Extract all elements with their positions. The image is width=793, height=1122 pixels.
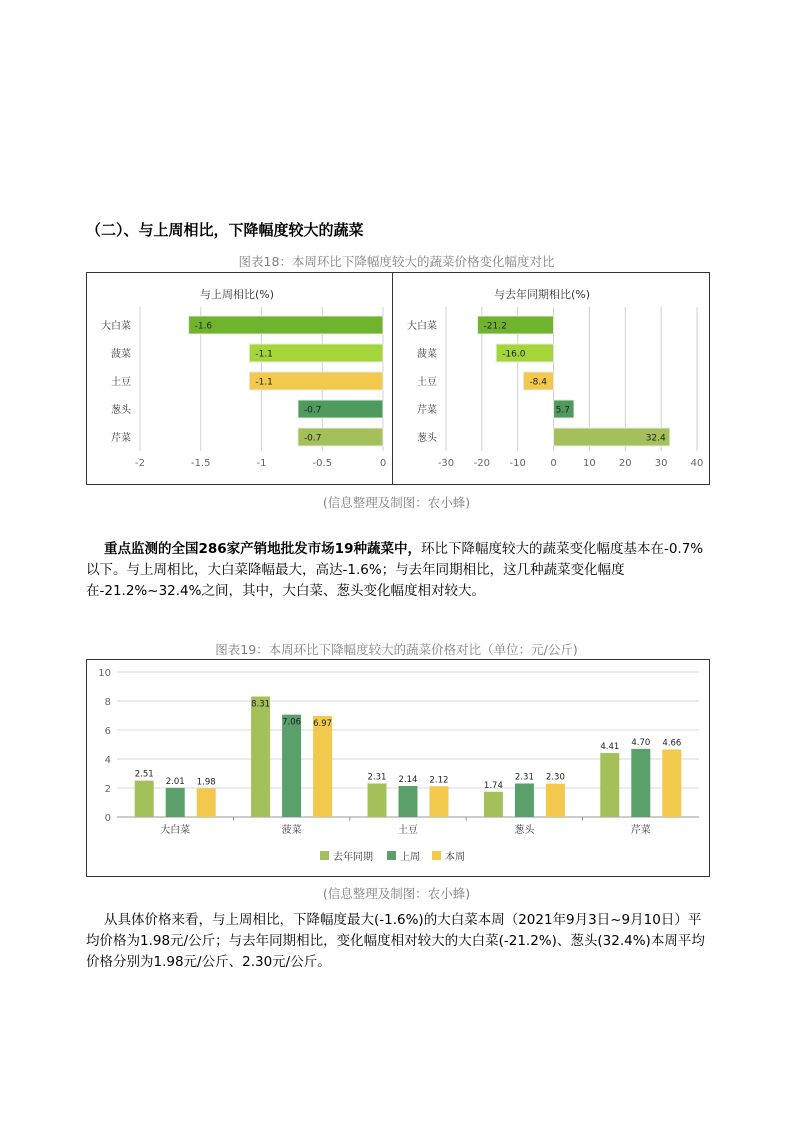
chart-price-compare — [87, 660, 709, 876]
paragraph-1-text: 环比下降幅度较大的蔬菜变化幅度基本在-0.7%以下。与上周相比，大白菜降幅最大，高达-1.6%；与去年同期相比，这几种蔬菜变化幅度在-21.2%~32.4%之间，其中，大白菜、葱头变化幅度相对较大。 — [86, 541, 704, 599]
category-label: 葱头 — [111, 405, 131, 416]
x-tick-label: -20 — [473, 458, 491, 469]
category-label: 芹菜 — [111, 433, 131, 444]
bar — [631, 749, 650, 817]
bar — [662, 749, 681, 817]
x-tick-label: 0 — [550, 458, 557, 469]
data-label: 2.30 — [545, 772, 565, 783]
bar — [484, 792, 503, 817]
data-label: 4.41 — [600, 742, 620, 753]
x-tick-label: 40 — [690, 458, 704, 469]
category-label: 大白菜 — [101, 321, 131, 332]
x-tick-label: -30 — [437, 458, 455, 469]
x-tick-label: -1.5 — [190, 458, 211, 469]
legend-swatch — [432, 851, 441, 860]
bar — [189, 316, 383, 334]
data-label: 4.70 — [631, 737, 651, 748]
category-label: 大白菜 — [160, 825, 191, 836]
data-label: 1.74 — [483, 780, 503, 791]
data-label: 5.7 — [555, 405, 571, 416]
paragraph-1-bold: 重点监测的全国286家产销地批发市场19种蔬菜中， — [104, 541, 421, 557]
data-label: -21.2 — [483, 321, 507, 332]
data-label: -1.1 — [255, 377, 273, 388]
bar — [515, 784, 534, 817]
x-tick-label: 10 — [583, 458, 596, 469]
legend-label: 去年同期 — [333, 852, 373, 863]
data-label: -16.0 — [502, 349, 526, 360]
category-label: 芹菜 — [417, 405, 437, 416]
bar — [282, 715, 301, 817]
x-tick-label: -10 — [509, 458, 526, 469]
data-label: -0.7 — [303, 405, 322, 416]
category-label: 芹菜 — [630, 825, 651, 836]
category-label: 菠菜 — [281, 825, 302, 836]
x-tick-label: 0 — [379, 458, 387, 469]
y-tick-label: 4 — [104, 755, 111, 766]
x-tick-label: 20 — [618, 458, 632, 469]
data-label: 2.14 — [398, 774, 418, 785]
section-heading: （二）、与上周相比，下降幅度较大的蔬菜 — [86, 221, 364, 239]
category-label: 葱头 — [514, 825, 535, 836]
chart-title: 与去年同期相比(%) — [493, 288, 591, 301]
data-label: 2.31 — [514, 772, 534, 783]
bar — [430, 786, 449, 817]
legend-swatch — [320, 851, 329, 860]
chart-week-change — [87, 273, 392, 484]
x-tick-label: -0.5 — [312, 458, 333, 469]
legend-swatch — [387, 851, 396, 860]
chart19-caption: 图表19：本周环比下降幅度较大的蔬菜价格对比（单位：元/公斤) — [215, 642, 578, 657]
chart18-caption: 图表18：本周环比下降幅度较大的蔬菜价格变化幅度对比 — [238, 254, 555, 269]
data-label: 2.31 — [367, 772, 387, 783]
x-tick-label: 30 — [654, 458, 668, 469]
chart19-frame — [86, 659, 710, 877]
bar — [399, 786, 418, 817]
paragraph-2: 从具体价格来看，与上周相比，下降幅度最大(-1.6%)的大白菜本周（2021年9月3日~9月10日）平均价格为1.98元/公斤；与去年同期相比，变化幅度相对较大的大白菜(-21.2%)、葱头(32.4%)本周平均价格分别为1.98元/公斤、2.30元/公斤。 — [86, 912, 705, 970]
chart19-source: (信息整理及制图：农小蜂) — [322, 886, 471, 901]
y-tick-label: 0 — [104, 813, 111, 824]
legend-label: 上周 — [400, 852, 420, 863]
data-label: 8.31 — [251, 699, 271, 710]
category-label: 土豆 — [417, 377, 437, 388]
chart18-source: (信息整理及制图：农小蜂) — [322, 495, 471, 510]
data-label: 2.01 — [165, 776, 185, 787]
paragraph-1 — [86, 539, 710, 602]
bar — [197, 788, 216, 817]
data-label: 1.98 — [196, 777, 216, 788]
bar — [600, 753, 619, 817]
category-label: 土豆 — [398, 825, 418, 836]
data-label: 2.12 — [429, 775, 449, 786]
category-label: 葱头 — [417, 433, 437, 444]
category-label: 菠菜 — [111, 349, 131, 360]
data-label: 4.66 — [662, 738, 682, 749]
bar — [166, 788, 185, 817]
data-label: 7.06 — [282, 717, 302, 728]
chart-title: 与上周相比(%) — [199, 288, 275, 301]
x-tick-label: -1 — [256, 458, 267, 469]
data-label: 2.51 — [134, 769, 154, 780]
category-label: 大白菜 — [407, 321, 437, 332]
bar — [251, 697, 270, 817]
category-label: 土豆 — [111, 377, 131, 388]
category-label: 菠菜 — [417, 349, 437, 360]
bar — [135, 781, 154, 817]
y-tick-label: 6 — [104, 726, 111, 737]
y-tick-label: 2 — [104, 784, 111, 795]
data-label: -8.4 — [529, 377, 548, 388]
data-label: -1.1 — [255, 349, 273, 360]
data-label: -0.7 — [303, 433, 322, 444]
chart-year-change — [393, 273, 709, 484]
y-tick-label: 8 — [104, 697, 111, 708]
data-label: -1.6 — [194, 321, 213, 332]
y-tick-label: 10 — [98, 668, 111, 679]
bar — [368, 784, 387, 817]
bar — [546, 784, 565, 817]
bar — [313, 716, 332, 817]
data-label: 6.97 — [313, 718, 333, 729]
data-label: 32.4 — [645, 433, 666, 444]
legend-label: 本周 — [445, 852, 465, 863]
chart18-frame — [86, 272, 710, 485]
x-tick-label: -2 — [135, 458, 145, 469]
